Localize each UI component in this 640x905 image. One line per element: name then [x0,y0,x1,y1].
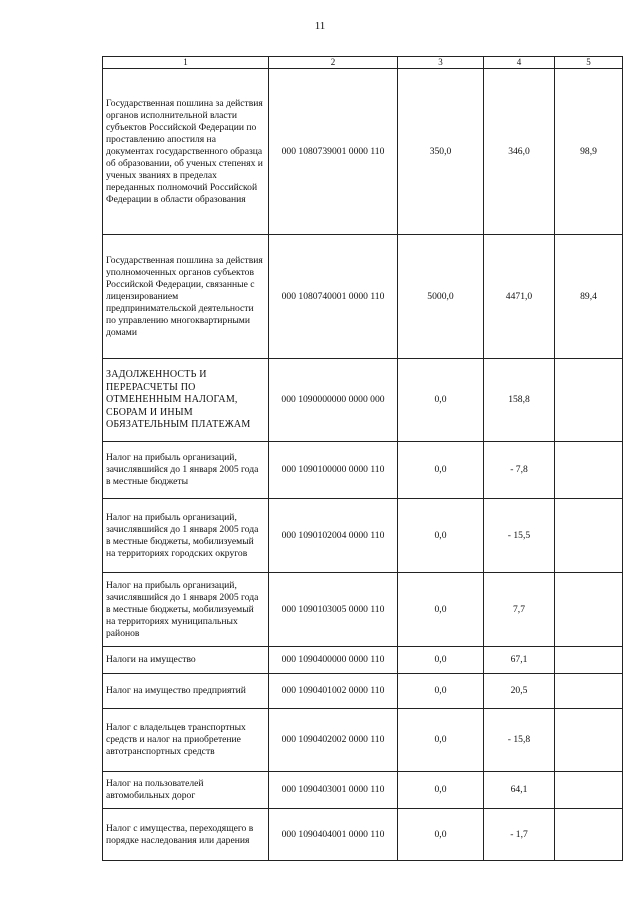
row-percent [555,499,623,573]
row-percent [555,809,623,861]
row-name: Налог с владельцев транспортных средств и налог на приобретение автотранспортных средств [103,709,269,772]
table-row [103,235,623,359]
table-row [103,499,623,573]
row-name: Налог с имущества, переходящего в порядке наследования или дарения [103,809,269,861]
row-name: Налог на прибыль организаций, зачислявшийся до 1 января 2005 года в местные бюджеты, мобилизуемый на территориях городских округов [103,499,269,573]
table-row [103,647,623,674]
table-row [103,573,623,647]
table-row [103,359,623,442]
row-code: 000 1090103005 0000 110 [269,573,398,647]
row-percent [555,647,623,674]
row-code: 000 1080740001 0000 110 [269,235,398,359]
row-code: 000 1090402002 0000 110 [269,709,398,772]
budget-table [102,56,623,861]
row-percent [555,709,623,772]
row-name: ЗАДОЛЖЕННОСТЬ И ПЕРЕРАСЧЕТЫ ПО ОТМЕНЕННЫМ НАЛОГАМ, СБОРАМ И ИНЫМ ОБЯЗАТЕЛЬНЫМ ПЛАТЕЖАМ [103,359,269,442]
row-fact: 7,7 [484,573,555,647]
table-row [103,709,623,772]
row-fact: 4471,0 [484,235,555,359]
row-plan: 0,0 [398,442,484,499]
column-number-3: 3 [398,57,484,69]
row-name: Государственная пошлина за действия органов исполнительной власти субъектов Российской Федерации по проставлению апостиля на документах государственного образца об образовании, об ученых степенях и ученых званиях в пределах переданных полномочий Российской Федерации в области образования [103,69,269,235]
row-name: Налог на прибыль организаций, зачислявшийся до 1 января 2005 года в местные бюджеты [103,442,269,499]
row-percent [555,359,623,442]
row-percent [555,772,623,809]
row-code: 000 1090100000 0000 110 [269,442,398,499]
row-fact: - 15,8 [484,709,555,772]
row-percent [555,674,623,709]
row-code: 000 1090401002 0000 110 [269,674,398,709]
row-code: 000 1090102004 0000 110 [269,499,398,573]
table-row [103,772,623,809]
row-plan: 0,0 [398,772,484,809]
row-fact: 67,1 [484,647,555,674]
row-name: Налог на прибыль организаций, зачислявшийся до 1 января 2005 года в местные бюджеты, мобилизуемый на территориях муниципальных районов [103,573,269,647]
page-number: 11 [314,20,326,32]
table-row [103,674,623,709]
table-row [103,442,623,499]
row-fact: - 1,7 [484,809,555,861]
row-code: 000 1080739001 0000 110 [269,69,398,235]
column-number-row [103,57,623,69]
row-plan: 0,0 [398,573,484,647]
row-plan: 0,0 [398,499,484,573]
row-fact: 346,0 [484,69,555,235]
column-number-5: 5 [555,57,623,69]
table-row [103,809,623,861]
row-plan: 350,0 [398,69,484,235]
row-plan: 0,0 [398,674,484,709]
row-plan: 0,0 [398,709,484,772]
row-code: 000 1090404001 0000 110 [269,809,398,861]
row-name: Налог на пользователей автомобильных дорог [103,772,269,809]
row-fact: 158,8 [484,359,555,442]
row-name: Налоги на имущество [103,647,269,674]
table-row [103,69,623,235]
row-name: Налог на имущество предприятий [103,674,269,709]
row-plan: 0,0 [398,809,484,861]
row-percent [555,573,623,647]
column-number-1: 1 [103,57,269,69]
row-plan: 0,0 [398,359,484,442]
row-percent: 98,9 [555,69,623,235]
row-percent: 89,4 [555,235,623,359]
row-fact: - 15,5 [484,499,555,573]
row-name: Государственная пошлина за действия уполномоченных органов субъектов Российской Федерации, связанные с лицензированием предпринимательской деятельности по управлению многоквартирными домами [103,235,269,359]
column-number-4: 4 [484,57,555,69]
row-fact: 64,1 [484,772,555,809]
row-code: 000 1090403001 0000 110 [269,772,398,809]
column-number-2: 2 [269,57,398,69]
row-fact: 20,5 [484,674,555,709]
row-plan: 0,0 [398,647,484,674]
row-fact: - 7,8 [484,442,555,499]
row-code: 000 1090400000 0000 110 [269,647,398,674]
row-plan: 5000,0 [398,235,484,359]
row-code: 000 1090000000 0000 000 [269,359,398,442]
row-percent [555,442,623,499]
